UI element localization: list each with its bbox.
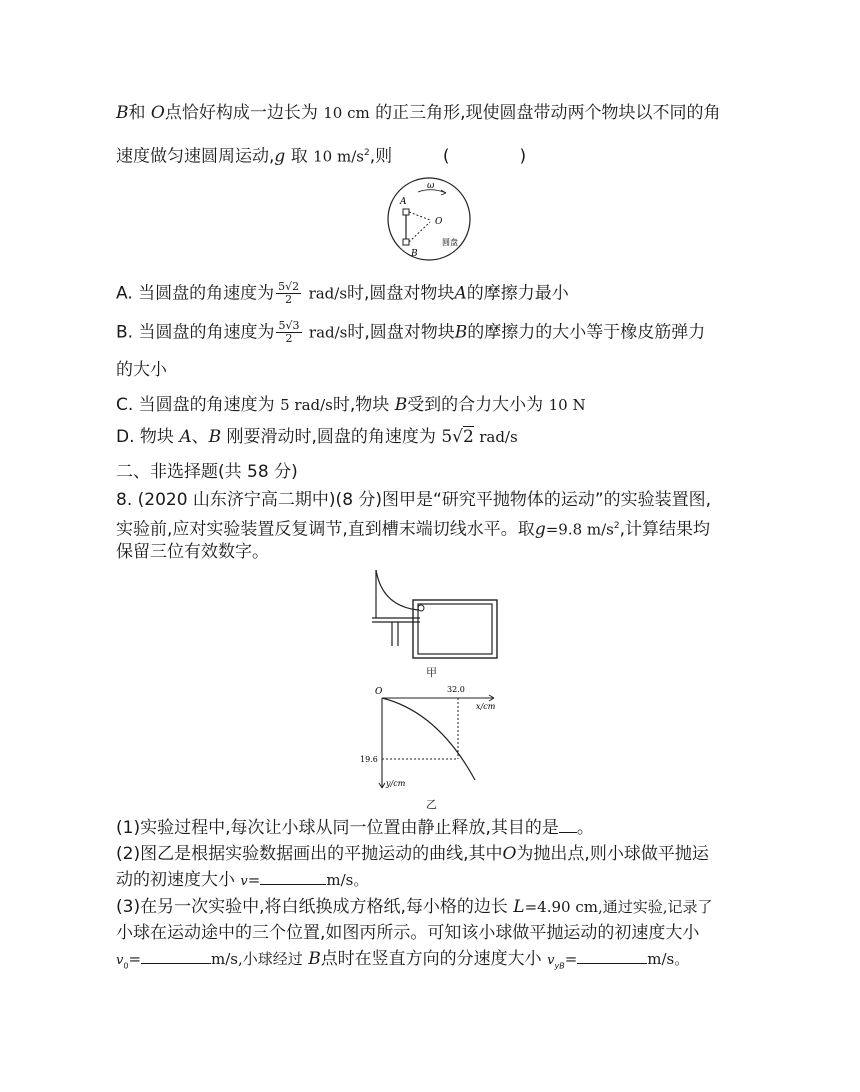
unit: m/s。 (326, 871, 369, 889)
g-value: 10 m/s (313, 147, 364, 166)
value: 10 N (548, 396, 586, 414)
board-outer (413, 600, 497, 658)
numerator: 5√2 (278, 280, 300, 293)
block-a (403, 209, 409, 215)
sqrt-expr: 5√2 (441, 427, 474, 447)
answer-blank-2[interactable] (260, 868, 326, 885)
text: (1)实验过程中,每次让小球从同一位置由静止释放,其目的是 (116, 818, 559, 838)
answer-blank-3[interactable] (141, 947, 211, 964)
option-b-cont: 的大小 (116, 360, 167, 380)
option-b (116, 320, 705, 345)
text: 的摩擦力的大小等于橡皮筋弹力 (467, 322, 706, 343)
q8-part-2-cont (116, 868, 368, 894)
q7-line-2 (116, 141, 526, 169)
text: (2)图乙是根据实验数据画出的平抛运动的曲线,其中 (116, 844, 503, 864)
disk-figure (380, 176, 480, 262)
text: B. 当圆盘的角速度为 (116, 322, 275, 343)
arrow-head (441, 190, 446, 195)
board-inner (418, 604, 492, 654)
q8-line-1: 8. (2020 山东济宁高二期中)(8 分)图甲是“研究平抛物体的运动”的实验装置图, (116, 490, 712, 510)
text: ,则 (369, 146, 393, 167)
answer-paren-left: ( (442, 146, 450, 167)
text: 的摩擦力最小 (466, 283, 569, 304)
coef: 5 (441, 427, 453, 447)
text: m/s。 (647, 950, 690, 968)
exponent: 2 (613, 521, 620, 531)
trajectory-curve (382, 698, 475, 780)
unit: rad/s (308, 284, 348, 303)
dash-bo (409, 222, 430, 242)
text: =4.90 cm,通过实验,记录了 (524, 898, 713, 916)
text: 为抛出点,则小球做平抛运 (516, 844, 709, 864)
text: 。 (576, 818, 594, 838)
chute-curve (376, 570, 418, 610)
text: m/s,小球经过 (211, 950, 303, 968)
trajectory-figure (358, 682, 508, 794)
point-b: B (116, 103, 129, 123)
fig-yi-caption: 乙 (426, 798, 437, 811)
q8-part-3 (116, 895, 713, 919)
side-length: 10 cm (323, 104, 370, 122)
unit: rad/s (479, 428, 518, 446)
text: C. 当圆盘的角速度为 (116, 395, 275, 415)
radicand: 2 (462, 427, 474, 447)
text: 时,圆盘对物块 (347, 283, 455, 304)
text: 时,圆盘对物块 (347, 322, 455, 343)
omega-label: ω (427, 181, 435, 191)
text: 动的初速度大小 (116, 870, 235, 890)
equals: = (247, 871, 261, 889)
g-symbol: g (274, 146, 286, 167)
text: 的正三角形,现使圆盘带动两个物块以不同的角 (375, 103, 721, 123)
denominator: 2 (285, 293, 293, 306)
text: 和 (128, 103, 146, 123)
text: 速度做匀速圆周运动, (116, 146, 275, 167)
section-heading: 二、非选择题(共 58 分) (116, 462, 298, 482)
q8-line-2 (116, 514, 710, 542)
option-a (116, 281, 569, 306)
label-a: A (400, 197, 407, 207)
q8-part-3-cont: 小球在运动途中的三个位置,如图丙所示。可知该小球做平抛运动的初速度大小 (116, 923, 700, 943)
value: 5 rad/s (280, 396, 333, 414)
subscript: 0 (123, 961, 129, 971)
text: A. 当圆盘的角速度为 (116, 283, 275, 304)
equals: = (128, 950, 142, 968)
answer-blank-1[interactable] (559, 816, 577, 833)
l-symbol: L (513, 897, 525, 917)
q8-part-2 (116, 842, 709, 866)
text: 实验前,应对实验装置反复调节,直到槽末端切线水平。取 (116, 519, 535, 540)
object-a: A (179, 427, 192, 447)
fraction (276, 281, 301, 306)
apparatus-figure (368, 566, 503, 661)
x-value-label: 32.0 (447, 685, 465, 694)
q8-part-3-answers (116, 947, 689, 978)
object: B (454, 322, 468, 343)
g-symbol: g (534, 519, 546, 540)
option-c (116, 393, 586, 417)
object: B (394, 395, 408, 415)
answer-paren-right: ) (519, 146, 527, 167)
origin-label: O (375, 687, 383, 697)
sep: 、 (191, 427, 209, 447)
equals: = (564, 950, 578, 968)
q7-line-1 (116, 101, 721, 125)
v0-symbol: v (116, 953, 124, 968)
unit: rad/s (308, 323, 348, 342)
text: ,计算结果均 (619, 519, 711, 540)
option-d (116, 425, 518, 449)
v-symbol: v (240, 874, 248, 889)
y-value-label: 19.6 (360, 755, 378, 764)
text: 受到的合力大小为 (407, 395, 544, 415)
text: D. 物块 (116, 427, 174, 447)
point-o: O (150, 103, 165, 123)
fraction (276, 320, 301, 345)
text: 点时在竖直方向的分速度大小 (320, 949, 542, 969)
subscript: yB (554, 961, 565, 971)
x-axis-label: x/cm (476, 702, 496, 711)
point-b: B (308, 949, 321, 969)
block-b (403, 239, 409, 245)
label-o: O (435, 217, 443, 227)
numerator: 5√3 (278, 319, 300, 332)
ball (418, 605, 424, 611)
g-value: =9.8 m/s (545, 520, 614, 539)
q8-line-3: 保留三位有效数字。 (116, 542, 269, 562)
vy-symbol: v (547, 953, 555, 968)
answer-blank-4[interactable] (577, 947, 647, 964)
disk-label: 圆盘 (442, 238, 458, 247)
text: 点恰好构成一边长为 (164, 103, 318, 123)
dash-ao (409, 212, 430, 220)
text: 刚要滑动时,圆盘的角速度为 (226, 427, 436, 447)
object: A (454, 283, 467, 304)
y-axis-label: y/cm (386, 779, 406, 788)
exponent: 2 (363, 148, 370, 158)
text: 时,物块 (332, 395, 390, 415)
text: (3)在另一次实验中,将白纸换成方格纸,每小格的边长 (116, 897, 508, 917)
object-b: B (208, 427, 222, 447)
point-o: O (502, 844, 517, 864)
text: 取 (290, 146, 308, 167)
fig-jia-caption: 甲 (426, 666, 437, 679)
denominator: 2 (285, 332, 293, 345)
q8-part-1 (116, 816, 594, 840)
label-b: B (411, 249, 418, 259)
